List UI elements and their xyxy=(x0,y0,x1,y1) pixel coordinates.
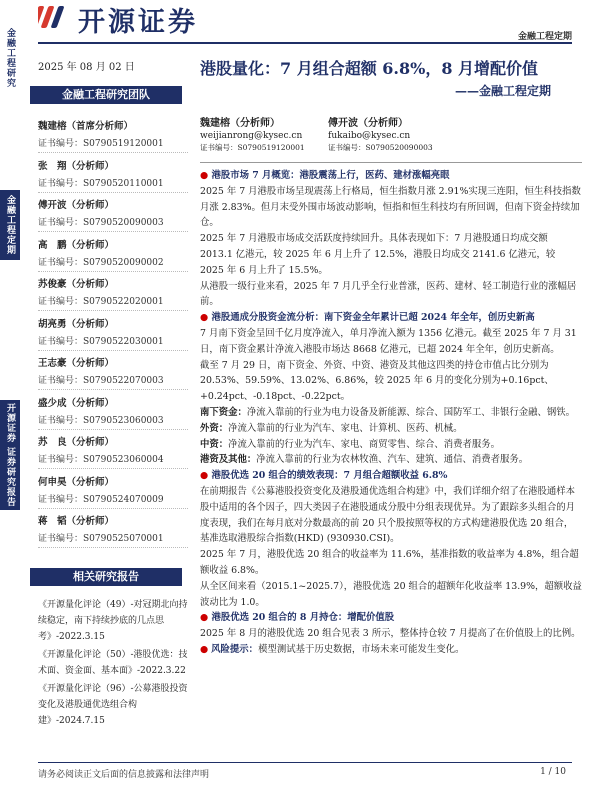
section-heading: ● 港股优选 20 组合的绩效表现：7 月组合超额收益 6.8% xyxy=(200,470,448,482)
flow-item: 外资：净流入靠前的行业为汽车、家电、计算机、医药、机械。 xyxy=(200,422,463,434)
analyst-item xyxy=(38,513,188,553)
analyst-cert: 证书编号：S0790522030001 xyxy=(38,334,188,351)
analyst-name: 王志豪（分析师） xyxy=(38,358,115,369)
analyst-name: 魏建榕（首席分析师） xyxy=(38,121,134,132)
analyst-cert: 证书编号：S0790520090002 xyxy=(38,255,188,272)
side-tab-research: 金融工程研究 xyxy=(0,18,20,98)
analyst-item xyxy=(38,276,188,316)
side-tab-report: 开源证券 证券研究报告 xyxy=(0,400,20,510)
page-number: 1 / 10 xyxy=(540,767,566,777)
analyst-cert: 证书编号：S0790522020001 xyxy=(38,294,188,311)
paragraph: 截至 7 月 29 日，南下资金、外资、中资、港资及其他这四类的持仓市值占比分别为 20.53%、59.59%、13.02%、6.86%，较 2025 年 6 月的变化分别为+0.16pct、+0.24pct、-0.18pct、-0.22pct。 xyxy=(200,359,554,403)
bullet-icon: ● xyxy=(200,170,212,181)
analyst-name: 盛少成（分析师） xyxy=(38,397,115,409)
analyst-name: 苏 良（分析师） xyxy=(38,437,115,448)
report-title: 港股量化：7 月组合超额 6.8%，8 月增配价值 xyxy=(200,59,539,78)
author-name: 傅开波（分析师） xyxy=(328,118,408,129)
analyst-item xyxy=(38,355,188,395)
analyst-item xyxy=(38,316,188,356)
author-divider xyxy=(200,162,582,163)
related-reports xyxy=(38,597,188,731)
analyst-name: 苏俊豪（分析师） xyxy=(38,279,115,290)
analyst-cert: 证书编号：S0790523060004 xyxy=(38,452,188,469)
analyst-item xyxy=(38,197,188,237)
analyst-name: 蒋 韬（分析师） xyxy=(38,516,115,527)
analyst-cert: 证书编号：S0790525070001 xyxy=(38,531,188,548)
analyst-list xyxy=(38,118,188,553)
risk-note: ● 风险提示：模型测试基于历史数据，市场未来可能发生变化。 xyxy=(200,643,465,655)
footer-divider xyxy=(38,762,572,763)
flow-item: 南下资金：净流入靠前的行业为电力设备及新能源、综合、国防军工、非银行金融、钢铁。 xyxy=(200,406,576,418)
analyst-cert: 证书编号：S0790522070003 xyxy=(38,373,188,390)
paragraph: 从港股一级行业来看，2025 年 7 月几乎全行业普涨，医药、建材、轻工制造行业的涨幅居前。 xyxy=(200,280,577,308)
paragraph: 2025 年 7 月港股市场成交活跃度持续回升。具体表现如下：7 月港股通日均成交额 2013.1 亿港元，较 2025 年 6 月上升了 12.5%，港股日均成交 2141.6 亿港元，较 2025 年 6 月上升了 15.5%。 xyxy=(200,233,556,276)
author-cert: 证书编号：S0790519120001 xyxy=(200,143,305,152)
related-report-link[interactable]: 《开源量化评论（50）-港股优选：技术面、资金面、基本面》-2022.3.22 xyxy=(38,650,188,676)
logo-text: 开源证券 xyxy=(78,7,198,38)
analyst-item xyxy=(38,237,188,277)
paragraph: 2025 年 7 月港股市场呈现震荡上行格局，恒生指数月涨 2.91%实现三连阳，恒生科技指数月涨 2.83%。但月末受外围市场波动影响，恒指和恒生科技均有所回调，但南下资金持续加仓。 xyxy=(200,185,581,229)
flow-item: 中资：净流入靠前的行业为汽车、家电、商贸零售、综合、消费者服务。 xyxy=(200,438,501,450)
side-tab-periodic: 金融工程定期 xyxy=(0,190,20,260)
author-cert: 证书编号：S0790520090003 xyxy=(328,143,433,152)
author-name: 魏建榕（分析师） xyxy=(200,118,280,129)
analyst-item xyxy=(38,395,188,435)
analyst-cert: 证书编号：S0790524070009 xyxy=(38,492,188,509)
section-heading: ● 港股市场 7 月概览：港股震荡上行，医药、建材涨幅亮眼 xyxy=(200,170,450,181)
bullet-icon: ● xyxy=(200,312,212,324)
related-report-link[interactable]: 《开源量化评论（96）-公募港股投资变化及港股通优选组合构建》-2024.7.15 xyxy=(38,684,188,726)
section-heading: ● 港股优选 20 组合的 8 月持仓：增配价值股 xyxy=(200,612,395,624)
report-body xyxy=(200,168,582,658)
team-header: 金融工程研究团队 xyxy=(30,86,182,104)
footer-disclaimer: 请务必阅读正文后面的信息披露和法律声明 xyxy=(38,770,210,780)
analyst-name: 张 翔（分析师） xyxy=(38,160,115,172)
paragraph: 2025 年 8 月的港股优选 20 组合见表 3 所示，整体持仓较 7 月提高了在价值股上的比例。 xyxy=(200,628,581,640)
paragraph: 2025 年 7 月，港股优选 20 组合的收益率为 11.6%，基准指数的收益率为 4.8%，组合超额收益 6.8%。 xyxy=(200,549,579,576)
bullet-icon: ● xyxy=(200,643,212,655)
section-heading: ● 港股通成分股资金流分析：南下资金全年累计已超 2024 年全年，创历史新高 xyxy=(200,312,535,324)
related-header: 相关研究报告 xyxy=(30,568,182,586)
related-report-link[interactable]: 《开源量化评论（49）-对冠期北向持续稳定，南下持续抄底的几点思考》-2022.3.15 xyxy=(38,600,188,642)
section-heading: 风险提示： xyxy=(211,643,259,655)
report-category: 金融工程定期 xyxy=(517,32,572,42)
analyst-cert: 证书编号：S0790520110001 xyxy=(38,176,188,193)
report-subtitle: ——金融工程定期 xyxy=(455,84,552,98)
logo-mark-icon xyxy=(38,2,76,32)
author-info xyxy=(200,118,305,154)
analyst-item xyxy=(38,118,188,158)
author-email[interactable]: weijianrong@kysec.cn xyxy=(200,131,303,141)
paragraph: 从全区间来看（2015.1~2025.7），港股优选 20 组合的超额年化收益率 13.9%，超额收益波动比为 1.0。 xyxy=(200,580,582,608)
bullet-icon: ● xyxy=(200,612,212,624)
author-email[interactable]: fukaibo@kysec.cn xyxy=(328,131,411,141)
header-divider xyxy=(38,42,572,44)
analyst-name: 胡亮勇（分析师） xyxy=(38,318,115,330)
report-date: 2025 年 08 月 02 日 xyxy=(38,62,135,73)
analyst-cert: 证书编号：S0790520090003 xyxy=(38,215,188,232)
analyst-cert: 证书编号：S0790519120001 xyxy=(38,136,188,153)
paragraph: 在前期报告《公募港股投资变化及港股通优选组合构建》中，我们详细介绍了在港股通样本股中适用的各个因子，四大类因子在港股通成分股中分组表现优异。为了跟踪多头组合的月度表现，我们在每月底对分数最高的前 20 只个股按照等权的方式构建港股优选 20 组合，基准选取港股综合指数(HKD) (930930.CSI)。 xyxy=(200,485,576,545)
bullet-icon: ● xyxy=(200,470,212,482)
analyst-item xyxy=(38,474,188,514)
analyst-name: 何申昊（分析师） xyxy=(38,476,115,488)
analyst-cert: 证书编号：S0790523060003 xyxy=(38,413,188,430)
analyst-name: 高 鹏（分析师） xyxy=(38,239,115,251)
analyst-name: 傅开波（分析师） xyxy=(38,200,115,211)
author-info xyxy=(328,118,433,154)
flow-item: 港资及其他：净流入靠前的行业为农林牧渔、汽车、建筑、通信、消费者服务。 xyxy=(200,454,529,466)
analyst-item xyxy=(38,434,188,474)
paragraph: 7 月南下资金呈回千亿月度净流入，单月净流入额为 1356 亿港元。截至 2025 年 7 月 31 日，南下资金累计净流入港股市场达 8668 亿港元，已超 2024 年全年，创历史新高。 xyxy=(200,327,577,355)
analyst-item xyxy=(38,158,188,198)
